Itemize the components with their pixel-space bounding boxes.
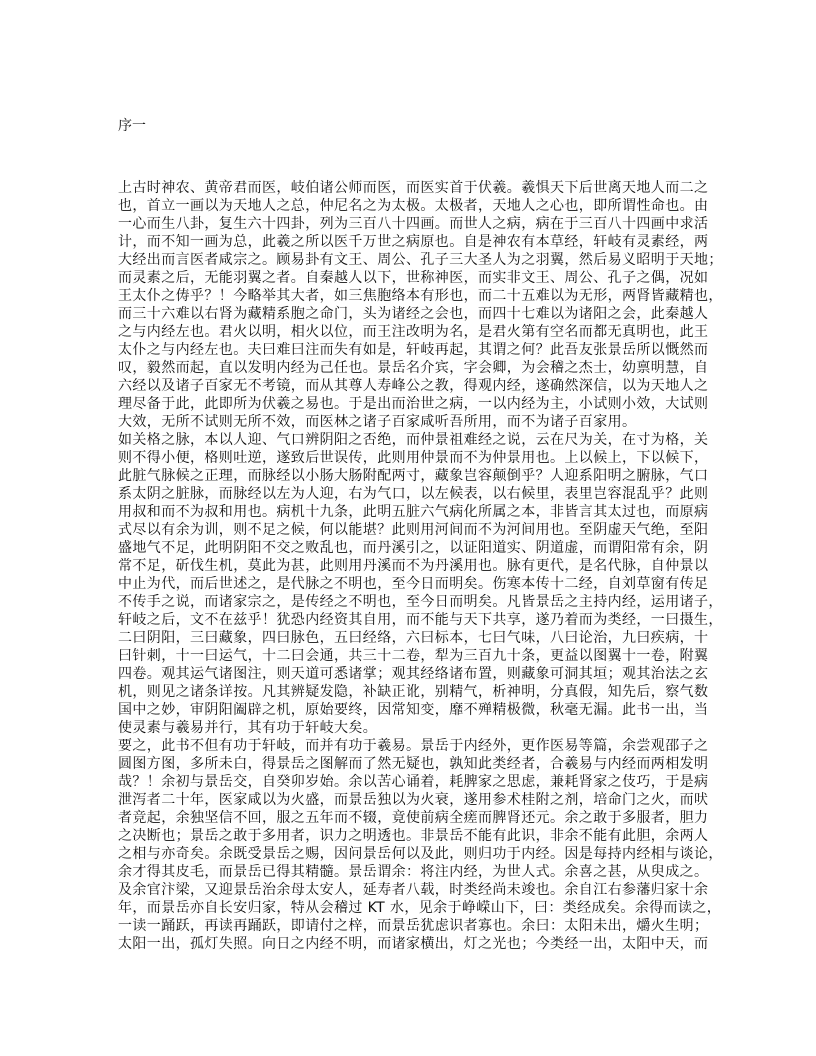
text-line: 则不得小便，格则吐逆，遂致后世误传，此则用仲景而不为仲景用也。上以候上，下以候下， xyxy=(118,450,709,466)
text-line: 太阳一出，孤灯失照。向日之内经不明，而诸家横出，灯之光也；今类经一出，太阳中天，而 xyxy=(118,936,709,952)
text-line: 理尽备于此，此即所为伏羲之易也。于是出而治世之病，一以内经为主，小试则小效，大试则 xyxy=(118,396,709,412)
text-line: 一读一踊跃，再读再踊跃，即请付之梓，而景岳犹虑识者寡也。余曰：太阳未出，爝火生明； xyxy=(118,918,709,934)
text-line: 而灵素之后，无能羽翼之者。自秦越人以下，世称神医，而实非文王、周公、孔子之偶，况如 xyxy=(118,270,709,286)
text-line: 轩岐之后，文不在兹乎！犹恐内经资其自用，而不能与天下共享，遂乃着而为类经，一曰摄生， xyxy=(118,612,723,628)
text-line: 系太阴之脏脉，而脉经以左为人迎，右为气口，以左候表，以右候里，表里岂容混乱乎？此则 xyxy=(118,486,709,502)
text-line: 国中之妙，审阴阳阖辟之机，原始要终，因常知变，靡不殚精极微，秋毫无漏。此书一出，当 xyxy=(118,702,709,718)
text-line: 及余官汴梁，又迎景岳治余母太安人，延寿者八载，时类经尚未竣也。余自江右参藩归家十余 xyxy=(118,882,709,898)
text-line: 曰针刺，十一曰运气，十二曰会通，共三十二卷，犁为三百九十条，更益以图翼十一卷，附翼 xyxy=(118,648,709,664)
text-line: 者竞起，余独坚信不回，服之五年而不辍，竟使前病全瘥而脾肾还元。余之敢于多服者，胆力 xyxy=(118,810,709,826)
text-line: 此脏气脉候之正理，而脉经以小肠大肠附配两寸，藏象岂容颠倒乎？人迎系阳明之腑脉，气口 xyxy=(118,468,709,484)
text-line: 而三十六难以右肾为藏精系胞之命门，头为诸经之会也，而四十七难以为诸阳之会，此秦越人 xyxy=(118,306,709,322)
text-line: 太仆之与内经左也。夫曰难曰注而失有如是，轩岐再起，其谓之何？此吾友张景岳所以慨然而 xyxy=(118,342,709,358)
text-line: 中止为代，而后世述之，是代脉之不明也，至今日而明矣。伤寒本传十二经，自刘草窗有传足 xyxy=(118,576,709,592)
text-line: 余才得其皮毛，而景岳已得其精髓。景岳谓余：将注内经，为世人式。余喜之甚，从臾成之。 xyxy=(118,864,709,880)
text-line: 年，而景岳亦自长安归家，特从会稽过 KT 水，见余于峥嵘山下，曰：类经成矣。余得而读之， xyxy=(118,900,722,916)
text-line: 之与内经左也。君火以明，相火以位，而王注改明为名，是君火第有空名而都无真明也，此王 xyxy=(118,324,709,340)
text-line: 机，则见之诸条详按。凡其辨疑发隐，补缺正讹，别精气，析神明，分真假，知先后，察气数 xyxy=(118,684,709,700)
section-title: 序一 xyxy=(118,118,146,134)
text-line: 用叔和而不为叔和用也。病机十九条，此明五脏六气病化所属之本，非皆言其太过也，而原病 xyxy=(118,504,709,520)
text-line: 一心而生八卦，复生六十四卦，列为三百八十四画。而世人之病，病在于三百八十四画中求活 xyxy=(118,216,709,232)
text-line: 式尽以有余为训，则不足之候，何以能堪？此则用河间而不为河间用也。至阴虚天气绝，至阳 xyxy=(118,522,709,538)
text-line: 大效，无所不试则无所不效，而医林之诸子百家咸听吾所用，而不为诸子百家用。 xyxy=(118,414,637,430)
text-line: 上古时神农、黄帝君而医，岐伯诸公师而医，而医实首于伏羲。羲惧天下后世离天地人而二之 xyxy=(118,180,709,196)
text-line: 计，而不知一画为总，此羲之所以医千万世之病原也。自是神农有本草经，轩岐有灵素经，两 xyxy=(118,234,709,250)
text-line: 四卷。观其运气诸图注，则天道可悉诸掌；观其经络诸布置，则藏象可洞其垣；观其治法之玄 xyxy=(118,666,709,682)
text-line: 圆图方图，多所未白，得景岳之图解而了然无疑也，孰知此类经者，合羲易与内经而两相发明 xyxy=(118,756,709,772)
text-line: 之决断也；景岳之敢于多用者，识力之明透也。非景岳不能有此识，非余不能有此胆，余两人 xyxy=(118,828,709,844)
text-line: 之相与亦奇矣。余既受景岳之赐，因问景岳何以及此，则归功于内经。因是每持内经相与谈论， xyxy=(118,846,723,862)
text-line: 使灵素与羲易并行，其有功于轩岐大矣。 xyxy=(118,720,378,736)
document-body xyxy=(118,179,723,953)
text-line: 如关格之脉，本以人迎、气口辨阴阳之否绝，而仲景祖难经之说，云在尺为关，在寸为格，关 xyxy=(118,432,709,448)
text-line: 哉？！余初与景岳交，自癸卯岁始。余以苦心诵着，耗脾家之思虑，兼耗肾家之伎巧，于是病 xyxy=(118,774,709,790)
text-line: 叹，毅然而起，直以发明内经为己任也。景岳名介宾，字会卿，为会稽之杰士，幼禀明慧，自 xyxy=(118,360,709,376)
text-line: 王太仆之俦乎？！今略举其大者，如三焦胞络本有形也，而二十五难以为无形，两肾皆藏精也， xyxy=(118,288,723,304)
text-line: 大经出而言医者咸宗之。顾易卦有文王、周公、孔子三大圣人为之羽翼，然后易义昭明于天地； xyxy=(118,252,723,268)
text-line: 泄泻者二十年，医家咸以为火盛，而景岳独以为火衰，遂用参术桂附之剂，培命门之火，而吠 xyxy=(118,792,709,808)
text-line: 也，首立一画以为天地人之总，仲尼名之为太极。太极者，天地人之心也，即所谓性命也。由 xyxy=(118,198,709,214)
text-line: 不传手之说，而诸家宗之，是传经之不明也，至今日而明矣。凡皆景岳之主持内经，运用诸子， xyxy=(118,594,723,610)
text-line: 盛地气不足，此明阴阳不交之败乱也，而丹溪引之，以证阳道实、阴道虚，而谓阳常有余，阴 xyxy=(118,540,709,556)
text-line: 常不足，斫伐生机，莫此为甚，此则用丹溪而不为丹溪用也。脉有更代，是名代脉，自仲景以 xyxy=(118,558,709,574)
text-line: 六经以及诸子百家无不考镜，而从其尊人寿峰公之教，得观内经，遂确然深信，以为天地人之 xyxy=(118,378,709,394)
text-line: 二曰阴阳，三曰藏象，四曰脉色，五曰经络，六曰标本，七曰气味，八曰论治，九曰疾病，十 xyxy=(118,630,709,646)
text-line: 要之，此书不但有功于轩岐，而并有功于羲易。景岳于内经外，更作医易等篇，余尝观邵子之 xyxy=(118,738,709,754)
